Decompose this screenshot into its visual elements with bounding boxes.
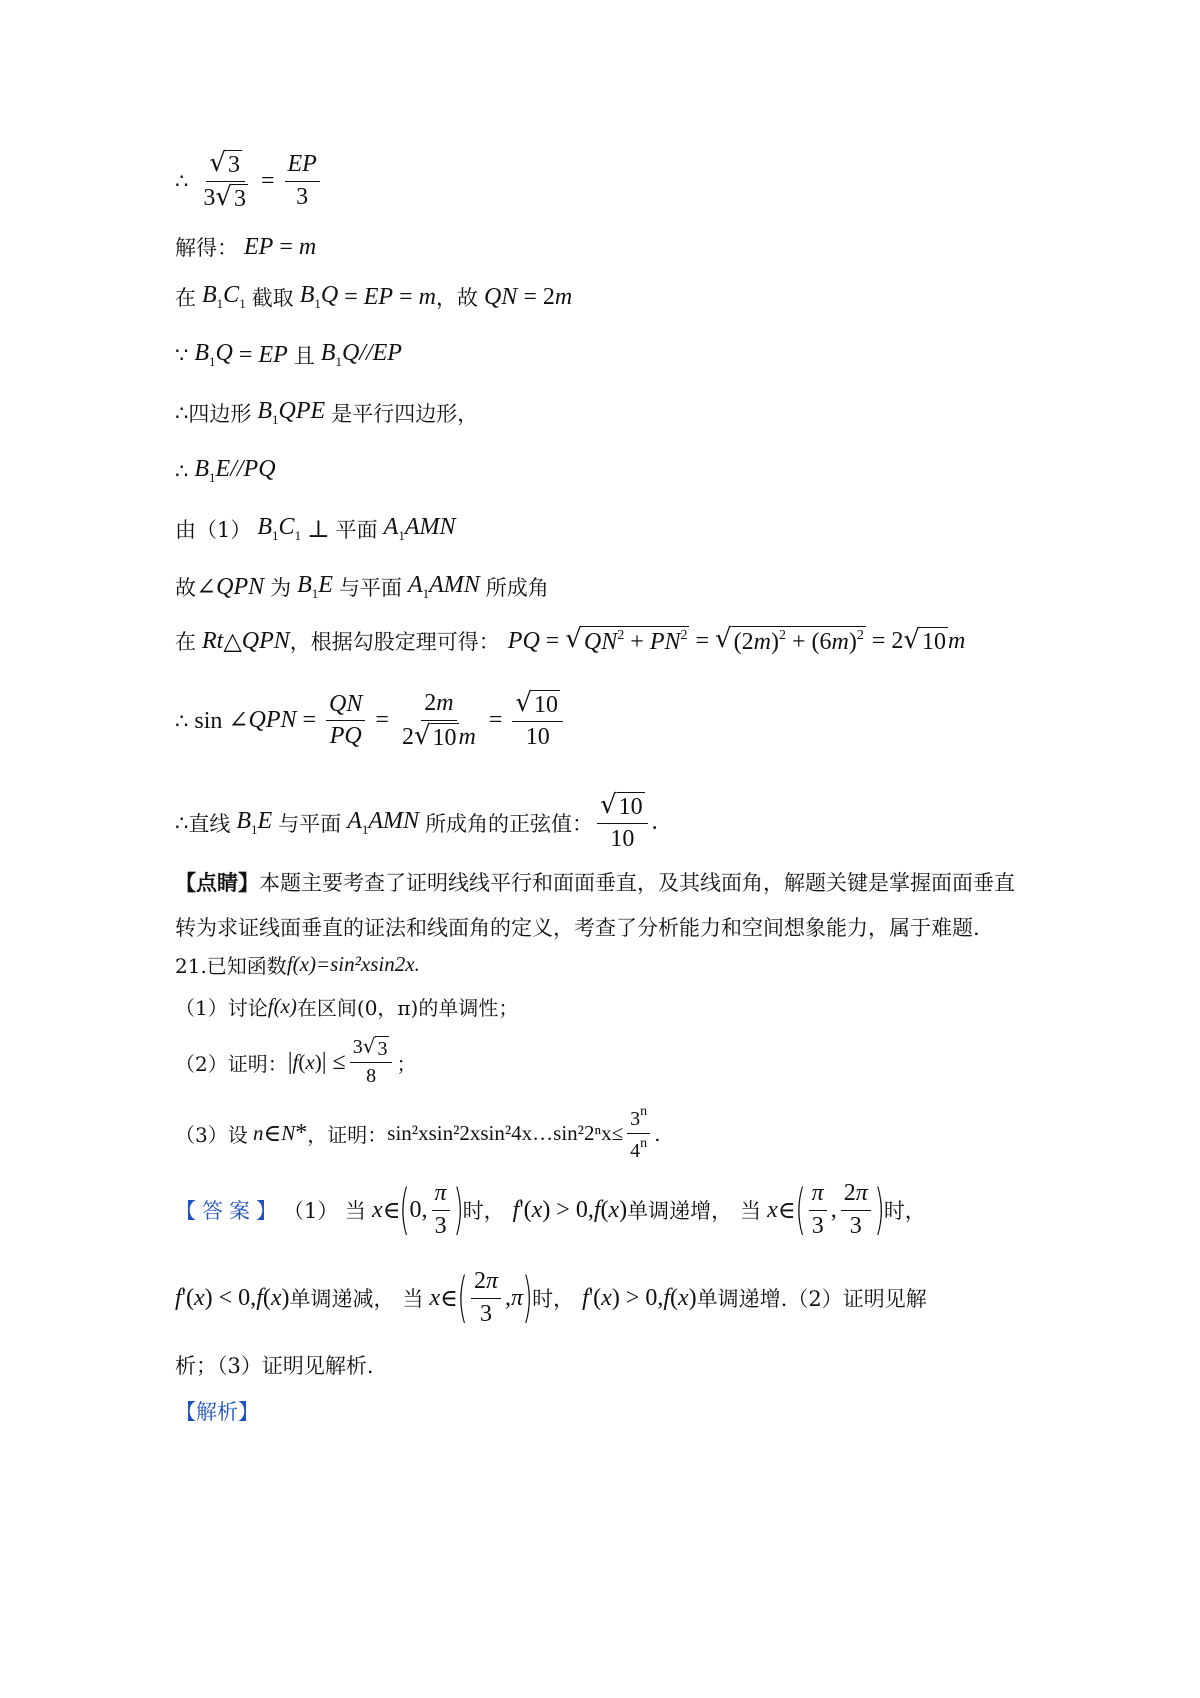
line-solve: 解得： EP = m (175, 233, 317, 260)
therefore-symbol: ∴ (175, 169, 189, 194)
solve-label: 解得： (175, 236, 238, 260)
answer-line-2: f '( x ) < 0, f ( x ) 单调递减， 当 x ∈ ( $\frac{2\pi}{3}$ , π ) 时， f '( x ) > 0, f ( x ) 单调递增. （2）证明见解 (175, 1266, 927, 1330)
line-quad: ∴ 四边形 $B_1QPE$ 是平行四边形， (175, 398, 479, 427)
line-parallel: ∴ $B_1E//PQ$ (175, 456, 276, 485)
analysis-tag: 【解析】 (175, 1400, 259, 1424)
problem-title: 21.已知函数 f(x)=sin²xsin2x. (175, 952, 420, 978)
line-because: ∵ $B_1Q$ = EP 且 $B_1Q//EP$ (175, 340, 402, 369)
problem-q2: （2）证明： | f ( x ) | ≤ 3 √ 3 8 ； (175, 1034, 417, 1087)
answer-line-3: 析；（3）证明见解析. (175, 1354, 374, 1378)
line-pythagoras: 在 Rt △ QPN ，根据勾股定理可得： PQ = √ $QN^2 + PN^2$ = √ $(2m)^2 + (6m)^2$ = 2 √ 10 m (175, 624, 966, 656)
line-cut: 在 $B_1C_1$ 截取 $B_1Q$ = EP = m ，故 QN = 2 m (175, 282, 573, 311)
analysis-tag-line (175, 1396, 259, 1426)
answer-tag: 【答案】 (175, 1199, 283, 1224)
comment-paragraph: 【点睛】本题主要考查了证明线线平行和面面垂直，及其线面角，解题关键是掌握面面垂直 转为求证线面垂直的证法和线面角的定义，考查了分析能力和空间想象能力，属于难题. (175, 870, 1015, 940)
answer-line-1: 【答案】 （1） 当 x ∈ ( 0, $\frac{\pi}{3}$ ) 时， f '( x ) > 0, f ( x ) 单调递增， 当 x ∈ ( $\frac{\pi}{3}$ , $\frac{2\pi}{3}$ ) 时， (175, 1178, 926, 1242)
comment-tag: 【点睛】 (175, 870, 259, 895)
fraction-ep: $\frac{EP}{3}$ (285, 151, 320, 211)
line-sine: ∴ sin ∠ QPN = $\frac{QN}{PQ}$ = 2m 2 √ 10 m = √ 10 10 (175, 690, 567, 751)
line-ratio: ∴ √ 3 3 √ 3 = $\frac{EP}{3}$ (175, 150, 324, 212)
line-perp: 由（1） $B_1C_1$ ⊥ 平面 $A_1AMN$ (175, 514, 456, 543)
line-angle: 故 ∠ QPN 为 $B_1E$ 与平面 $A_1AMN$ 所成角 (175, 572, 549, 601)
line-conclusion: ∴ 直线 $B_1E$ 与平面 $A_1AMN$ 所成角的正弦值： √ 10 10 . (175, 790, 658, 852)
problem-q3: （3）设 n ∈ N * ，证明： sin²xsin²2xsin²4x…sin²2ⁿx≤ $\frac{3^n}{4^n}$ . (175, 1104, 661, 1162)
problem-q1: （1）讨论 f(x) 在区间(0，π)的单调性； (175, 994, 519, 1020)
fraction-sqrt3: √ 3 3 √ 3 (203, 148, 246, 212)
